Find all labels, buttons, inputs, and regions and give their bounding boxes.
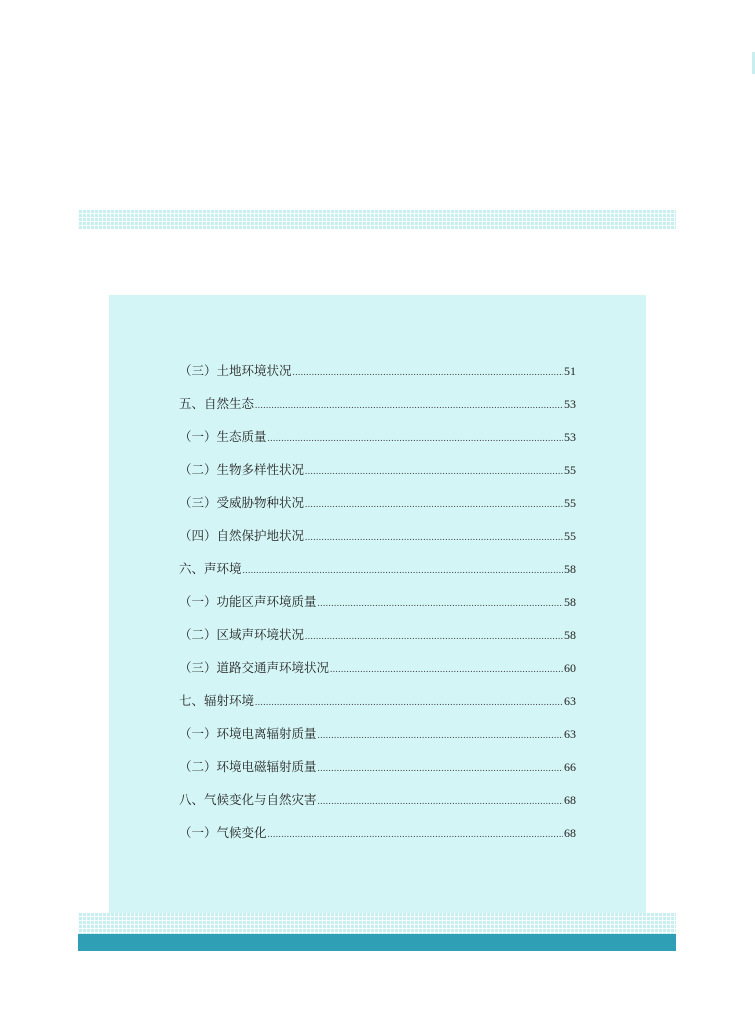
toc-entry[interactable] xyxy=(179,526,576,559)
toc-leader-dots xyxy=(318,763,563,773)
toc-entry-page: 60 xyxy=(564,661,576,675)
toc-leader-dots xyxy=(305,466,563,476)
toc-entry-title: 七、辐射环境 xyxy=(179,693,255,708)
toc-entry[interactable] xyxy=(179,394,576,427)
toc-entry-title: 五、自然生态 xyxy=(179,396,255,411)
toc-entry-page: 66 xyxy=(564,760,576,774)
toc-leader-dots xyxy=(243,565,563,575)
toc-entry[interactable] xyxy=(179,757,576,790)
toc-leader-dots xyxy=(255,400,563,410)
toc-entry[interactable] xyxy=(179,625,576,658)
toc-entry-page: 53 xyxy=(564,430,576,444)
toc-entry-page: 63 xyxy=(564,694,576,708)
toc-leader-dots xyxy=(318,796,563,806)
toc-entry-page: 63 xyxy=(564,727,576,741)
toc-entry[interactable] xyxy=(179,493,576,526)
toc-entry[interactable] xyxy=(179,691,576,724)
toc-entry-page: 51 xyxy=(564,364,576,378)
toc-entry[interactable] xyxy=(179,361,576,394)
toc-entry[interactable] xyxy=(179,427,576,460)
toc-entry-title: （三）受威胁物种状况 xyxy=(179,495,305,510)
toc-entry-title: （一）环境电离辐射质量 xyxy=(179,726,317,741)
toc-leader-dots xyxy=(318,598,563,608)
toc-leader-dots xyxy=(305,532,563,542)
toc-entry-page: 58 xyxy=(564,562,576,576)
toc-entry-page: 58 xyxy=(564,595,576,609)
toc-entry-title: （四）自然保护地状况 xyxy=(179,528,305,543)
top-decorative-stripe xyxy=(78,210,676,229)
toc-leader-dots xyxy=(330,664,563,674)
toc-entry[interactable] xyxy=(179,559,576,592)
toc-entry-page: 58 xyxy=(564,628,576,642)
table-of-contents-panel xyxy=(109,295,646,913)
toc-entry-page: 68 xyxy=(564,826,576,840)
toc-entry-title: （二）环境电磁辐射质量 xyxy=(179,759,317,774)
bottom-decorative-stripe xyxy=(78,913,676,934)
toc-leader-dots xyxy=(268,829,563,839)
toc-entry-page: 68 xyxy=(564,793,576,807)
bottom-color-bar xyxy=(78,934,676,951)
toc-leader-dots xyxy=(268,433,563,443)
toc-entry-page: 55 xyxy=(564,463,576,477)
toc-entry-title: （一）功能区声环境质量 xyxy=(179,594,317,609)
toc-entry-page: 53 xyxy=(564,397,576,411)
toc-entry-title: （一）生态质量 xyxy=(179,429,267,444)
toc-leader-dots xyxy=(318,730,563,740)
toc-entry-title: （二）生物多样性状况 xyxy=(179,462,305,477)
toc-entry-title: （三）土地环境状况 xyxy=(179,363,292,378)
toc-leader-dots xyxy=(255,697,563,707)
toc-entry[interactable] xyxy=(179,823,576,856)
toc-entry[interactable] xyxy=(179,724,576,757)
toc-leader-dots xyxy=(305,631,563,641)
toc-entry[interactable] xyxy=(179,790,576,823)
toc-entry-title: 八、气候变化与自然灾害 xyxy=(179,792,317,807)
toc-entry-title: （一）气候变化 xyxy=(179,825,267,840)
toc-entry-title: （二）区域声环境状况 xyxy=(179,627,305,642)
toc-entry[interactable] xyxy=(179,658,576,691)
toc-entry-page: 55 xyxy=(564,529,576,543)
toc-entry-page: 55 xyxy=(564,496,576,510)
toc-leader-dots xyxy=(305,499,563,509)
toc-entry-title: （三）道路交通声环境状况 xyxy=(179,660,330,675)
toc-leader-dots xyxy=(293,367,563,377)
toc-entry[interactable] xyxy=(179,460,576,493)
toc-list xyxy=(179,361,576,856)
toc-entry-title: 六、声环境 xyxy=(179,561,242,576)
toc-entry[interactable] xyxy=(179,592,576,625)
